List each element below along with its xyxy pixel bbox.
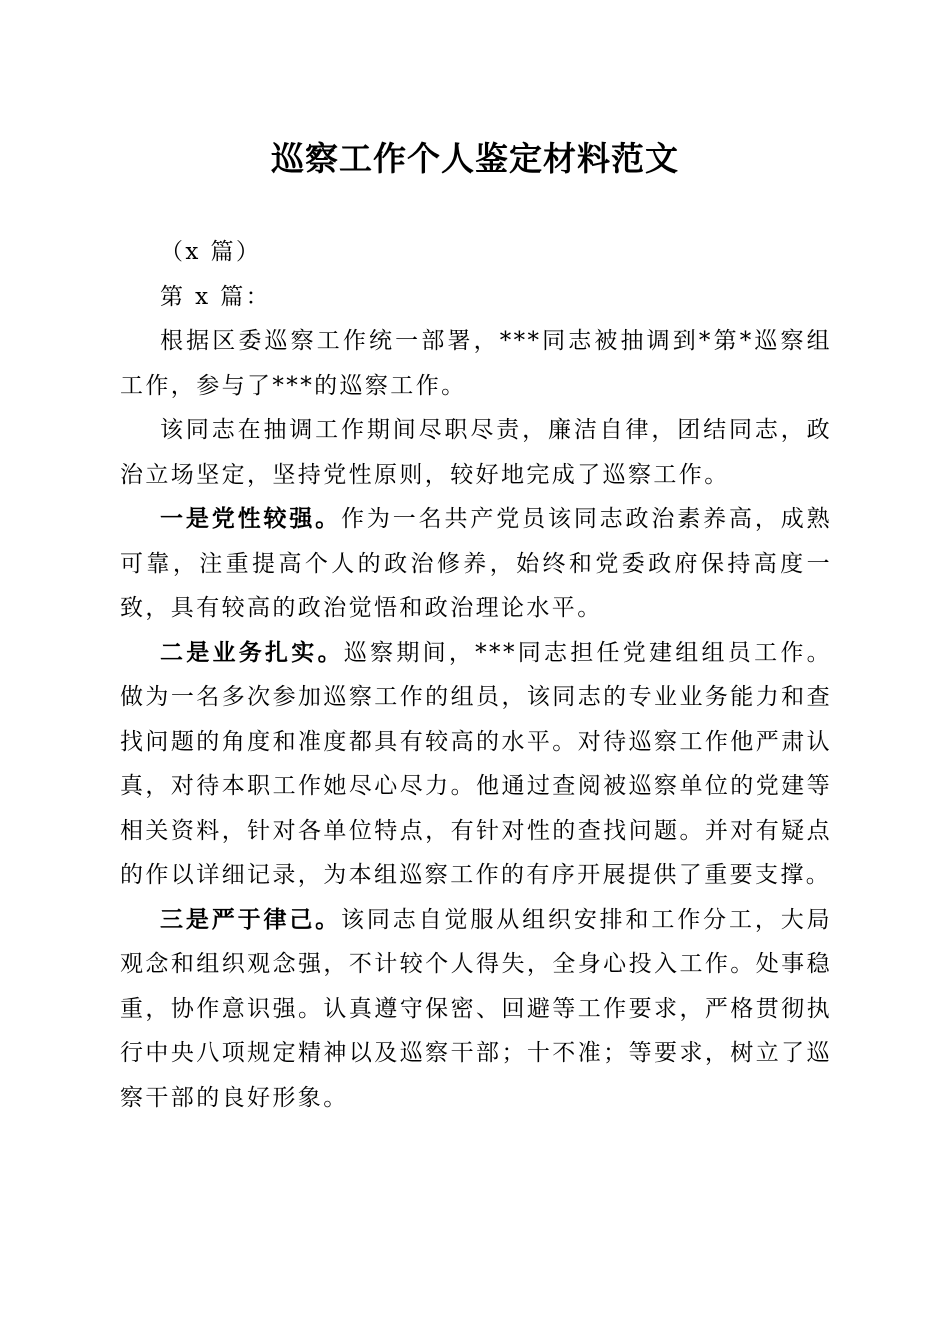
paragraph-4 [120, 631, 832, 898]
paragraph-1 [120, 319, 832, 408]
paragraph-3 [120, 497, 832, 631]
paragraph-text: 该同志自觉服从组织安排和工作分工，大局观念和组织观念强，不计较个人得失，全身心投入工作。处事稳重，协作意识强。认真遵守保密、回避等工作要求，严格贯彻执行中央八项规定精神以及巡察干部；十不准；等要求，树立了巡察干部的良好形象。 [120, 906, 832, 1111]
document-title: 巡察工作个人鉴定材料范文 [271, 139, 679, 178]
paragraph-text: 该同志在抽调工作期间尽职尽责，廉洁自律，团结同志，政治立场坚定，坚持党性原则，较好地完成了巡察工作。 [120, 417, 832, 488]
paragraph-text: 根据区委巡察工作统一部署，***同志被抽调到*第*巡察组工作，参与了***的巡察工作。 [120, 328, 832, 399]
paragraph-lead: 二是业务扎实。 [160, 638, 344, 666]
paragraph-2 [120, 408, 832, 497]
paragraph-lead: 三是严于律己。 [160, 905, 342, 933]
paragraph-text: 巡察期间，***同志担任党建组组员工作。做为一名多次参加巡察工作的组员，该同志的专业业务能力和查找问题的角度和准度都具有较高的水平。对待巡察工作他严肃认真，对待本职工作她尽心尽力。他通过查阅被巡察单位的党建等相关资料，针对各单位特点，有针对性的查找问题。并对有疑点的作以详细记录，为本组巡察工作的有序开展提供了重要支撑。 [120, 639, 832, 888]
document-body [120, 230, 832, 1120]
paragraph-text: 作为一名共产党员该同志政治素养高，成熟可靠，注重提高个人的政治修养，始终和党委政府保持高度一致，具有较高的政治觉悟和政治理论水平。 [120, 506, 832, 621]
paragraph-lead: 一是党性较强。 [160, 505, 342, 532]
section-heading: 第 x 篇： [160, 283, 271, 310]
paragraph-5 [120, 898, 832, 1121]
subtitle: （x 篇） [160, 239, 262, 265]
